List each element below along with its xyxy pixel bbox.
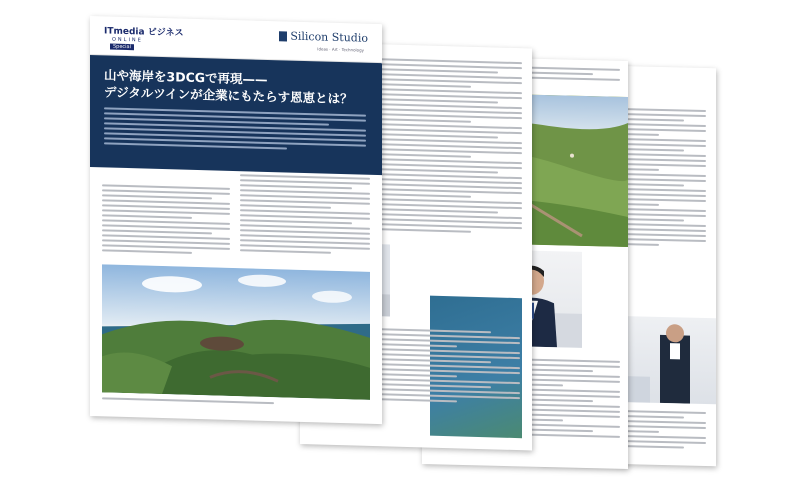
body-text-column-1 — [102, 184, 230, 258]
3dcg-landscape-image — [102, 264, 370, 399]
silicon-studio-mark-icon — [279, 31, 287, 41]
special-label: Special — [110, 44, 134, 51]
article-title-line-1: 山や海岸を3DCGで再現—— — [104, 67, 268, 87]
itmedia-logo: ITmedia ビジネス — [104, 26, 184, 39]
online-label: ONLINE — [112, 36, 143, 44]
image-caption — [102, 397, 302, 408]
body-text-column-2 — [240, 174, 370, 258]
lead-text — [104, 107, 366, 154]
document-page-1 — [90, 16, 382, 424]
silicon-studio-logo: Silicon Studio — [279, 29, 368, 44]
logo-tagline: Ideas · Art · Technology — [317, 46, 364, 53]
title-band — [90, 55, 382, 175]
article-title-line-2: デジタルツインが企業にもたらす恩恵とは？ — [104, 84, 353, 107]
